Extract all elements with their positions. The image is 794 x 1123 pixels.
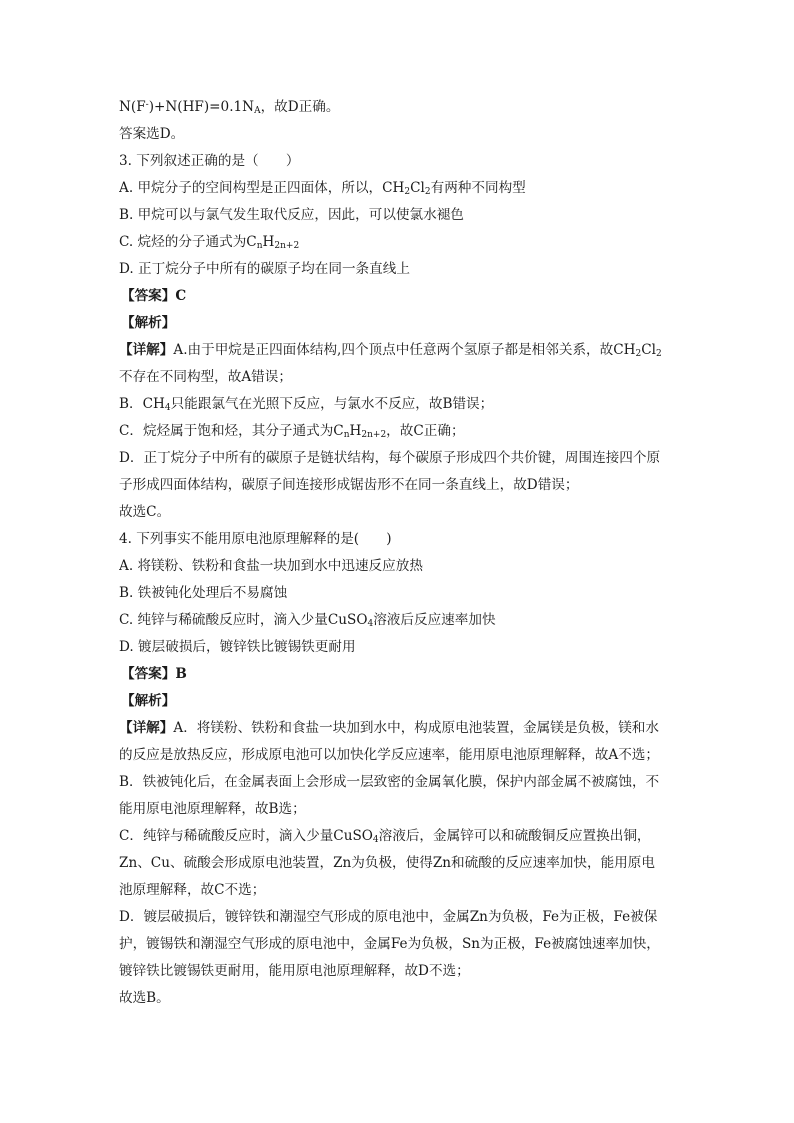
text-run: 池原理解释，故C不选； (119, 882, 266, 898)
subscript: 4 (164, 403, 171, 413)
question-4-detail-line (119, 850, 681, 877)
text-run: A. 甲烷分子的空间构型是正四面体，所以，CH (119, 180, 405, 196)
bold-label: 【解析】 (121, 315, 176, 331)
question-4-detail-line (119, 742, 681, 769)
question-4-option-d (119, 634, 681, 661)
text-run: 溶液后反应速率加快 (373, 612, 496, 628)
subscript: 2n+2 (361, 430, 387, 440)
text-run: D．正丁烷分子中所有的碳原子是链状结构，每个碳原子形成四个共价键，周围连接四个原 (119, 450, 661, 466)
text-run: N(F (119, 99, 146, 115)
subscript: 2 (404, 187, 411, 197)
question-4-answer (121, 661, 683, 688)
text-run: 镀锌铁比镀锡铁更耐用，能用原电池原理解释，故D不选； (119, 963, 470, 979)
text-run: 只能跟氯气在光照下反应，与氯水不反应，故B错误； (170, 396, 494, 412)
question-4-detail-line (119, 877, 681, 904)
text-line-answer-d (119, 121, 681, 148)
text-run: B. 甲烷可以与氯气发生取代反应，因此，可以使氯水褪色 (119, 207, 464, 223)
question-3-answer (121, 283, 683, 310)
subscript: 2 (635, 349, 642, 359)
text-run: 故选C。 (119, 504, 171, 520)
text-run: C．纯锌与稀硫酸反应时，滴入少量CuSO (119, 828, 373, 844)
question-4-detail-line (119, 796, 681, 823)
text-run: D．镀层破损后，镀锌铁和潮湿空气形成的原电池中，金属Zn为负极，Fe为正极，Fe被保 (119, 909, 658, 925)
text-run: D. 镀层破损后，镀锌铁比镀锡铁更耐用 (119, 639, 356, 655)
subscript: 4 (367, 619, 374, 629)
text-run: 4. 下列事实不能用原电池原理解释的是( ) (119, 531, 392, 547)
question-4-conclusion (119, 985, 681, 1012)
question-3-option-d (119, 256, 681, 283)
text-run: 子形成四面体结构，碳原子间连接形成锯齿形不在同一条直线上，故D错误； (119, 477, 579, 493)
text-run: C. 烷烃的分子通式为C (119, 234, 257, 250)
question-3-conclusion (119, 499, 681, 526)
bold-label: 【答案】B (121, 666, 187, 682)
text-run: D. 正丁烷分子中所有的碳原子均在同一条直线上 (119, 261, 410, 277)
question-4-detail-line (119, 769, 681, 796)
question-3-option-a (119, 175, 681, 202)
bold-label: 【答案】C (121, 288, 187, 304)
text-run: B. 铁被钝化处理后不易腐蚀 (119, 585, 288, 601)
text-run: A. 将镁粉、铁粉和食盐一块加到水中迅速反应放热 (119, 558, 423, 574)
question-4-detail-line (119, 823, 681, 850)
subscript: 2n+2 (274, 241, 300, 251)
text-run: C．烷烃属于饱和烃，其分子通式为C (119, 423, 344, 439)
text-run: 护，镀锡铁和潮湿空气形成的原电池中，金属Fe为负极，Sn为正极，Fe被腐蚀速率加快， (119, 936, 660, 952)
text-run: ，故C正确； (386, 423, 465, 439)
text-run: 溶液后，金属锌可以和硫酸铜反应置换出铜， (378, 828, 651, 844)
text-run: A．将镁粉、铁粉和食盐一块加到水中，构成原电池装置，金属镁是负极，镁和水 (173, 720, 659, 736)
subscript: 4 (372, 835, 379, 845)
subscript: n (256, 241, 263, 251)
question-3-detail-line (119, 364, 681, 391)
bold-label: 【详解】 (119, 720, 174, 736)
question-3-detail-line (119, 418, 681, 445)
question-4-option-b (119, 580, 681, 607)
text-run: C. 纯锌与稀硫酸反应时，滴入少量CuSO (119, 612, 368, 628)
text-run: B．铁被钝化后，在金属表面上会形成一层致密的金属氧化膜，保护内部金属不被腐蚀，不 (119, 774, 660, 790)
bold-label: 【详解】 (119, 342, 174, 358)
question-4-option-c (119, 607, 681, 634)
question-3-detail-line (119, 445, 681, 472)
text-run: 故选B。 (119, 990, 170, 1006)
subscript: A (254, 106, 261, 116)
question-4-option-a (119, 553, 681, 580)
bold-label: 【解析】 (121, 693, 176, 709)
question-3-detail-line (119, 472, 681, 499)
text-run: H (262, 234, 275, 250)
question-4-stem (119, 526, 681, 553)
question-3-option-c (119, 229, 681, 256)
text-line-answer-d-explanation (119, 94, 681, 121)
subscript: 2 (424, 187, 431, 197)
text-run: 有两种不同构型 (430, 180, 526, 196)
subscript: n (343, 430, 350, 440)
superscript: - (145, 100, 149, 110)
text-run: H (349, 423, 362, 439)
text-run: 答案选D。 (119, 126, 185, 142)
text-run: 3. 下列叙述正确的是（ ） (119, 153, 300, 169)
text-run: A.由于甲烷是正四面体结构,四个顶点中任意两个氢原子都是相邻关系，故CH (173, 342, 636, 358)
text-run: B．CH (119, 396, 165, 412)
question-3-detail-line (119, 337, 681, 364)
text-run: Cl (410, 180, 425, 196)
question-4-detail-line (119, 715, 681, 742)
subscript: 2 (655, 349, 662, 359)
question-4-analysis-heading (121, 688, 683, 715)
text-run: Cl (641, 342, 656, 358)
text-run: ，故D正确。 (260, 99, 340, 115)
text-run: 不存在不同构型，故A错误； (119, 369, 292, 385)
question-4-detail-line (119, 958, 681, 985)
text-run: 的反应是放热反应，形成原电池可以加快化学反应速率，能用原电池原理解释，故A不选； (119, 747, 659, 763)
text-run: Zn、Cu、硫酸会形成原电池装置，Zn为负极，使得Zn和硫酸的反应速率加快，能用原电 (119, 855, 655, 871)
question-4-detail-line (119, 904, 681, 931)
text-run: )+N(HF)=0.1N (148, 99, 255, 115)
question-3-detail-line (119, 391, 681, 418)
question-3-option-b (119, 202, 681, 229)
question-3-analysis-heading (121, 310, 683, 337)
question-3-stem (119, 148, 681, 175)
text-run: 能用原电池原理解释，故B选； (119, 801, 306, 817)
question-4-detail-line (119, 931, 681, 958)
